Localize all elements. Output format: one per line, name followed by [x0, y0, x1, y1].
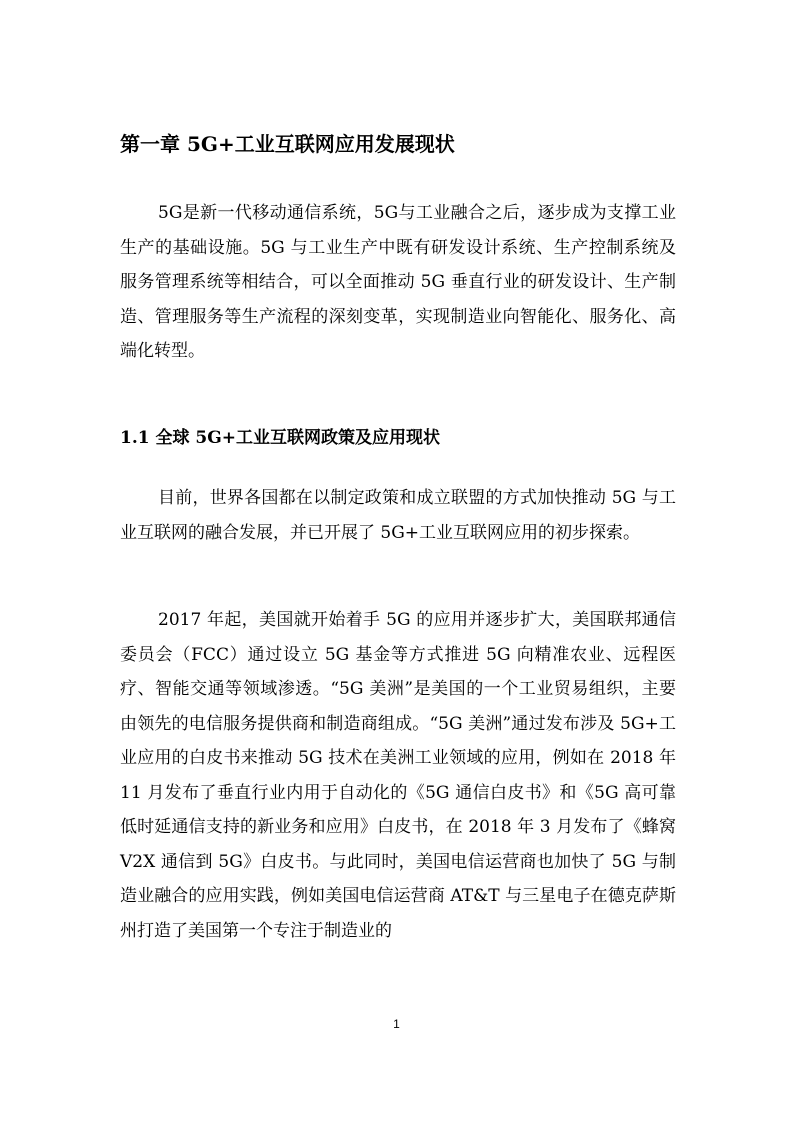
section-paragraph: 目前，世界各国都在以制定政策和成立联盟的方式加快推动 5G 与工业互联网的融合发展，并已开展了 5G+工业互联网应用的初步探索。 — [120, 488, 676, 543]
section-title: 1.1 全球 5G+工业互联网政策及应用现状 — [120, 428, 441, 448]
section-paragraph: 2017 年起，美国就开始着手 5G 的应用并逐步扩大，美国联邦通信委员会（FCC）通过设立 5G 基金等方式推进 5G 向精准农业、远程医疗、智能交通等领域渗透。“5G 美洲”是美国的一个工业贸易组织，主要由领先的电信服务提供商和制造商组成。“5G 美洲”通过发布涉及 5G+工业应用的白皮书来推动 5G 技术在美洲工业领域的应用，例如在 2018 年 11 月发布了垂直行业内用于自动化的《5G 通信白皮书》和《5G 高可靠低时延通信支持的新业务和应用》白皮书，在 2018 年 3 月发布了《蜂窝 V2X 通信到 5G》白皮书。与此同时，美国电信运营商也加快了 5G 与制造业融合的应用实践，例如美国电信运营商 AT&T 与三星电子在德克萨斯州打造了美国第一个专注于制造业的 — [120, 610, 676, 941]
chapter-title: 第一章 5G+工业互联网应用发展现状 — [120, 132, 455, 156]
page-number: 1 — [393, 1017, 400, 1031]
chapter-intro-paragraph: 5G是新一代移动通信系统，5G与工业融合之后，逐步成为支撑工业生产的基础设施。5G 与工业生产中既有研发设计系统、生产控制系统及服务管理系统等相结合，可以全面推动 5G 垂直行业的研发设计、生产制造、管理服务等生产流程的深刻变革，实现制造业向智能化、服务化、高端化转型。 — [120, 203, 676, 361]
